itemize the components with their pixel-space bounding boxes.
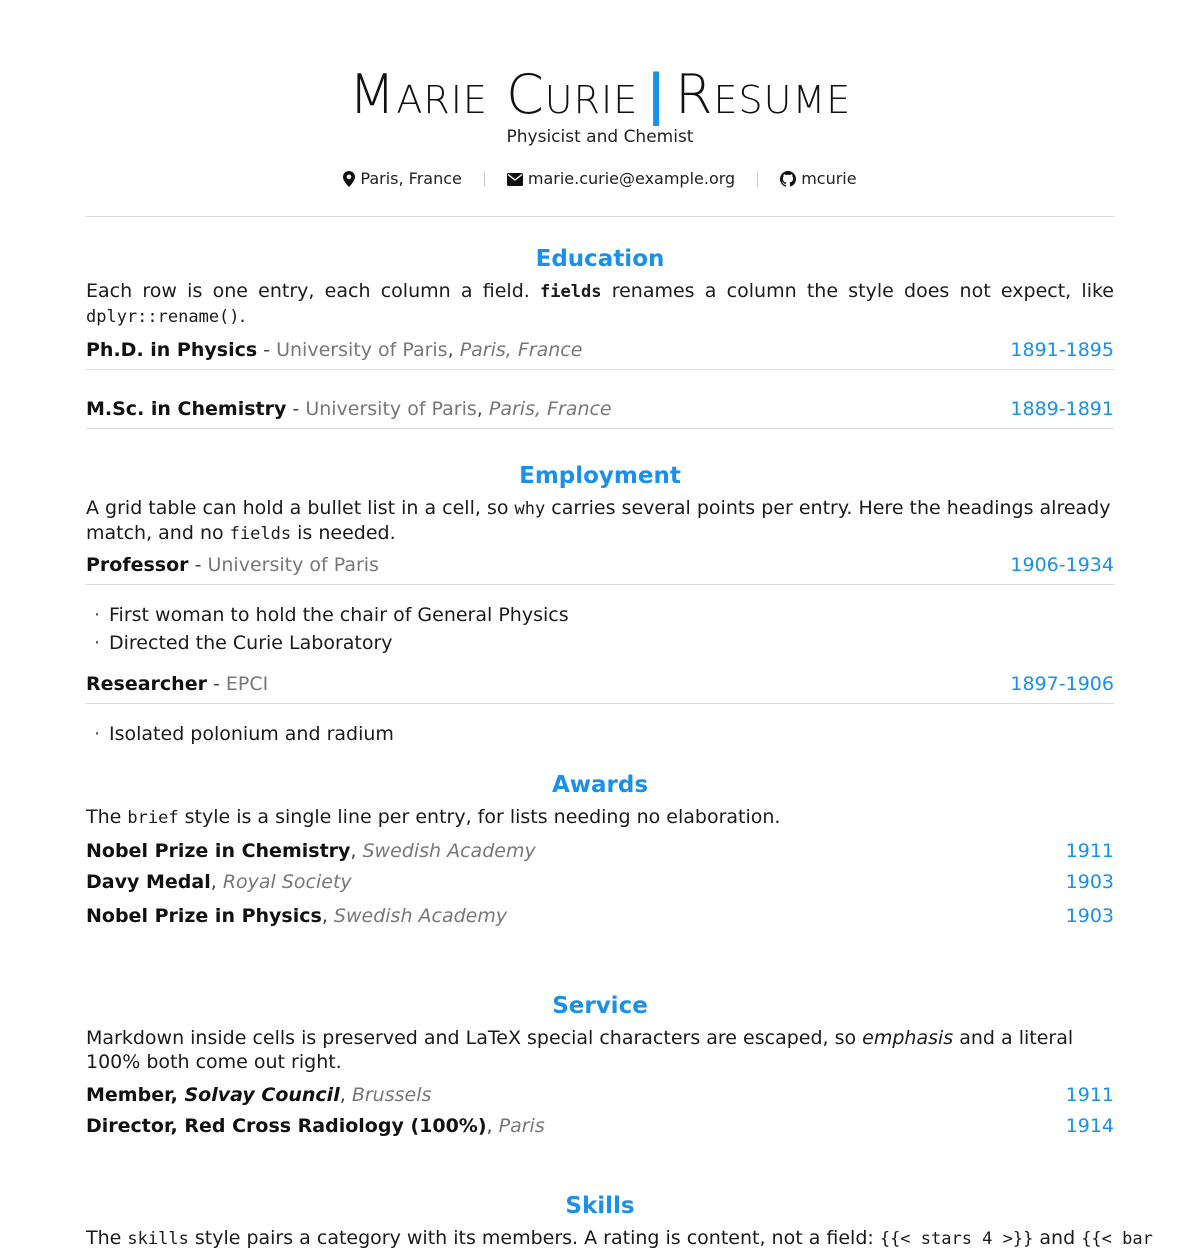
entry-date: 1903	[1065, 871, 1114, 893]
section-description	[86, 805, 1114, 830]
service-location: Paris	[498, 1115, 545, 1137]
section-title: Education	[535, 246, 665, 272]
entry-date: 1897-1906	[1010, 673, 1114, 695]
employment-entry	[86, 552, 1114, 585]
award-org: Swedish Academy	[333, 905, 508, 927]
location-text: Paris, France	[360, 169, 462, 188]
entry-heading	[86, 1082, 431, 1108]
desc-text: The	[86, 1227, 128, 1249]
section-description	[86, 1026, 1114, 1074]
award-name: Davy Medal	[86, 871, 211, 893]
github-link[interactable]: mcurie	[801, 169, 857, 188]
contact-bar	[86, 168, 1114, 190]
section-skills	[86, 1191, 1153, 1251]
header-divider	[86, 216, 1114, 217]
page-title	[86, 64, 1114, 126]
desc-text: .	[239, 305, 246, 327]
entry-heading	[86, 838, 536, 864]
title-divider: |	[646, 63, 667, 126]
award-entry	[86, 838, 1114, 864]
entry-separator: ,	[486, 1115, 499, 1137]
award-entry	[86, 869, 1114, 895]
desc-text: style pairs a category with its members. A rating is content, not a field:	[188, 1227, 880, 1249]
employer: University of Paris	[207, 554, 379, 576]
entry-separator: ,	[476, 398, 489, 420]
desc-text: and a literal 100% both come out right.	[86, 1027, 1074, 1073]
inline-code: fields	[540, 282, 602, 302]
entry-separator: ,	[350, 840, 363, 862]
emphasis: emphasis	[862, 1027, 954, 1049]
desc-text: renames a column the style does not expect, like	[601, 280, 1114, 302]
entry-bullets	[86, 720, 1114, 748]
desc-text: carries several points per entry. Here the headings already match, and no	[86, 497, 1111, 544]
award-org: Royal Society	[222, 871, 352, 893]
github-icon	[780, 171, 796, 187]
inline-code: why	[514, 499, 546, 519]
entry-separator: -	[188, 554, 208, 576]
document-type: Resume	[674, 63, 852, 126]
inline-code: fields	[229, 524, 292, 544]
service-entry	[86, 1082, 1114, 1108]
contact-separator	[757, 171, 758, 187]
contact-github[interactable]	[780, 168, 856, 190]
entry-heading	[86, 869, 352, 895]
service-location: Brussels	[351, 1084, 432, 1106]
section-description	[86, 279, 1114, 329]
location: Paris, France	[488, 398, 612, 420]
contact-location	[343, 168, 461, 190]
entry-date: 1906-1934	[1010, 554, 1114, 576]
award-name: Nobel Prize in Physics	[86, 905, 322, 927]
entry-date: 1891-1895	[1010, 339, 1114, 361]
entry-separator: ,	[210, 871, 223, 893]
section-title: Skills	[565, 1193, 635, 1219]
section-title: Service	[552, 993, 648, 1019]
desc-text: style is a single line per entry, for lists needing no elaboration.	[178, 806, 781, 828]
email-link[interactable]: marie.curie@example.org	[527, 169, 736, 188]
section-service	[86, 991, 1114, 1139]
entry-heading	[86, 671, 268, 697]
entry-date: 1903	[1065, 905, 1114, 927]
envelope-icon	[507, 173, 523, 186]
award-org: Swedish Academy	[362, 840, 536, 862]
institution: University of Paris	[305, 398, 477, 420]
inline-code: {{< bar	[1081, 1229, 1153, 1249]
institution: University of Paris	[276, 339, 448, 361]
entry-separator: -	[257, 339, 277, 361]
role-emphasis: Solvay Council	[184, 1084, 340, 1106]
award-name: Nobel Prize in Chemistry	[86, 840, 351, 862]
award-entry	[86, 903, 1114, 929]
job-title: Researcher	[86, 673, 207, 695]
degree: Ph.D. in Physics	[86, 339, 258, 361]
inline-code: {{< stars 4 >}}	[879, 1229, 1034, 1249]
entry-date: 1914	[1065, 1115, 1114, 1137]
education-entry	[86, 337, 1114, 370]
employer: EPCI	[225, 673, 269, 695]
desc-text: The	[86, 806, 128, 828]
desc-text: Each row is one entry, each column a field.	[86, 280, 541, 302]
section-title: Awards	[551, 772, 649, 798]
education-entry	[86, 396, 1114, 429]
map-marker-icon	[343, 171, 355, 187]
desc-text: is needed.	[291, 522, 396, 544]
section-education	[86, 244, 1114, 429]
inline-code: skills	[127, 1229, 189, 1249]
entry-date: 1911	[1065, 840, 1114, 862]
person-name: Marie Curie	[348, 63, 639, 126]
section-title: Employment	[519, 463, 681, 489]
entry-heading	[86, 396, 612, 422]
contact-email[interactable]	[507, 168, 735, 190]
entry-heading	[86, 552, 379, 578]
entry-heading	[86, 337, 582, 363]
list-item: · Directed the Curie Laboratory	[86, 629, 1114, 657]
resume-header	[86, 0, 1114, 190]
entry-separator: ,	[447, 339, 460, 361]
section-awards	[86, 770, 1114, 929]
entry-separator: ,	[339, 1084, 352, 1106]
contact-separator	[484, 171, 485, 187]
entry-date: 1911	[1065, 1084, 1114, 1106]
section-description	[86, 496, 1114, 546]
job-title: Professor	[86, 554, 189, 576]
desc-text: A grid table can hold a bullet list in a cell, so	[86, 497, 515, 519]
section-employment	[86, 461, 1114, 748]
entry-separator: -	[286, 398, 306, 420]
subtitle: Physicist and Chemist	[506, 127, 694, 147]
entry-bullets	[86, 601, 1114, 657]
desc-text: and	[1033, 1227, 1082, 1249]
service-entry	[86, 1113, 1114, 1139]
desc-text: Markdown inside cells is preserved and LaTeX special characters are escaped, so	[86, 1027, 863, 1049]
entry-heading	[86, 1113, 545, 1139]
employment-entry	[86, 671, 1114, 704]
list-item: · First woman to hold the chair of General Physics	[86, 601, 1114, 629]
entry-separator: ,	[321, 905, 334, 927]
entry-heading	[86, 903, 507, 929]
degree: M.Sc. in Chemistry	[86, 398, 287, 420]
list-item: · Isolated polonium and radium	[86, 720, 1114, 748]
inline-code: brief	[127, 808, 179, 828]
section-description	[86, 1226, 1153, 1251]
entry-date: 1889-1891	[1010, 398, 1114, 420]
role: Director, Red Cross Radiology (100%)	[86, 1115, 487, 1137]
entry-separator: -	[206, 673, 226, 695]
role: Member,	[86, 1084, 185, 1106]
resume-page	[86, 0, 1153, 1251]
inline-code: dplyr::rename()	[86, 307, 240, 327]
location: Paris, France	[459, 339, 583, 361]
